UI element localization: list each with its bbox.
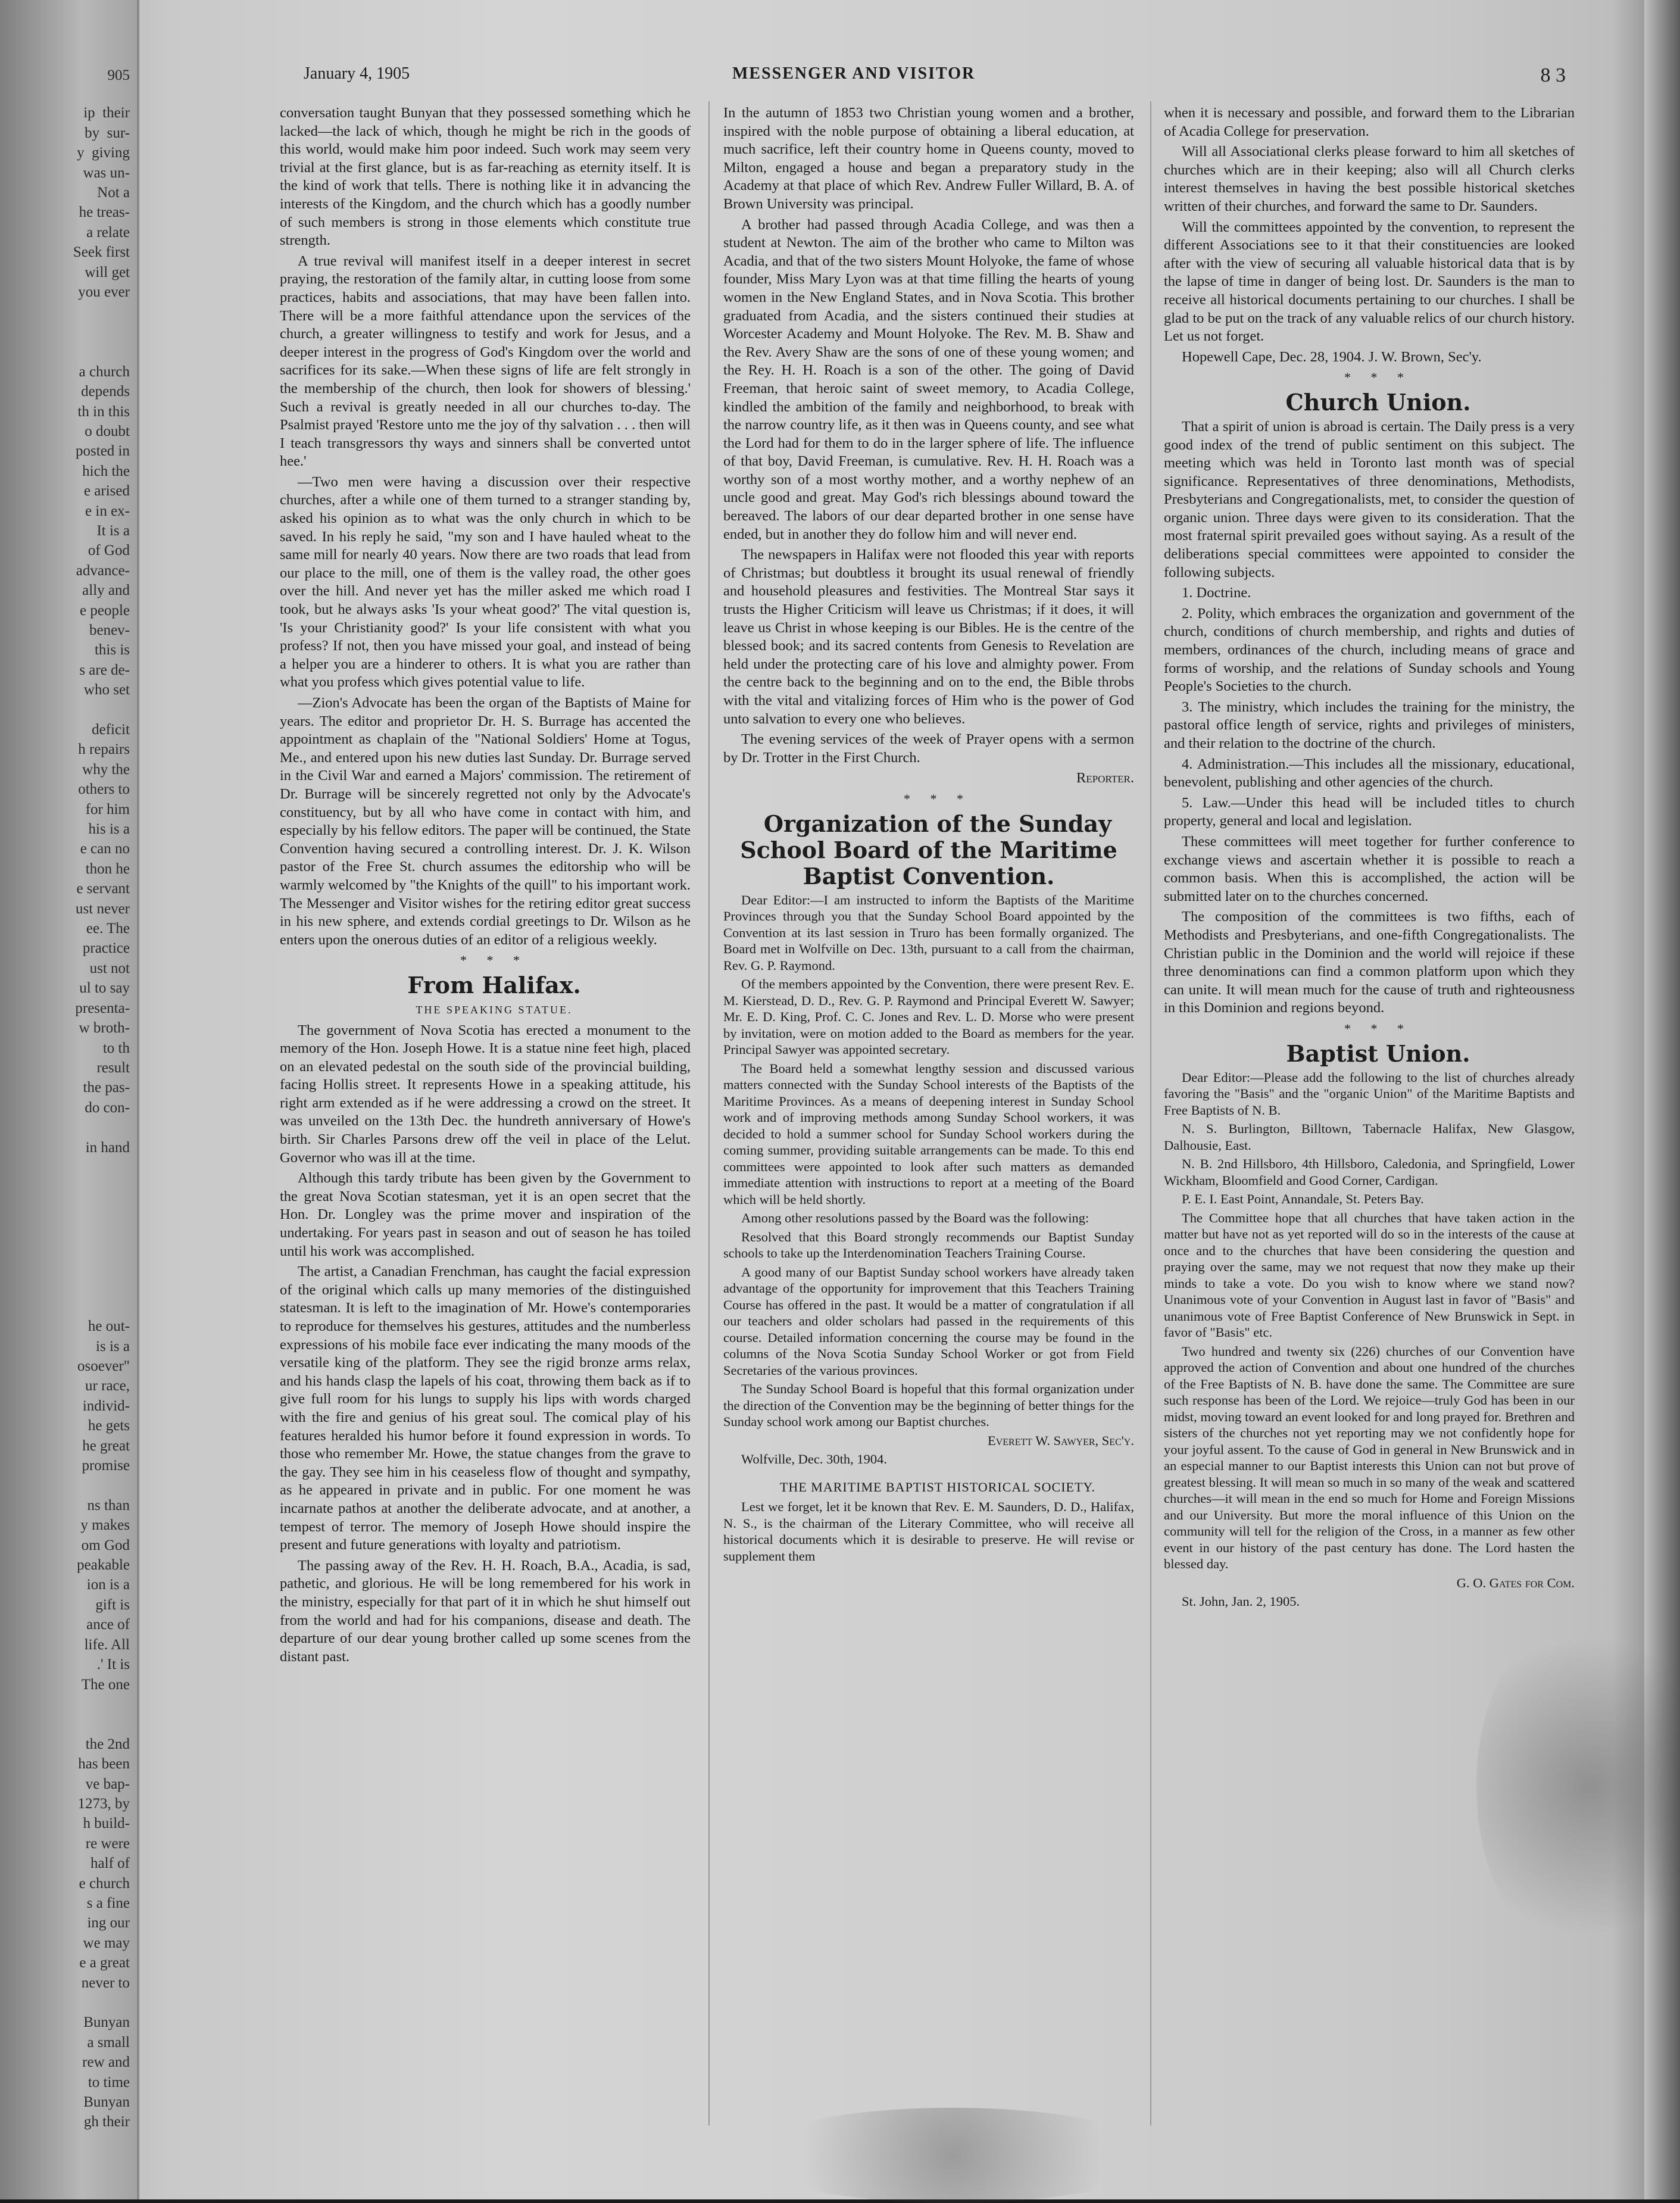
- text-fragment: never to: [81, 1974, 130, 1991]
- paragraph: Although this tardy tribute has been given by the Government to the great Nova Scotian statesman, yet it is an open secret that the Hon. Dr. Longley was the prime mover and inspiration of the undertaking. For years past in season and out of season he has toiled until his work was accomplished.: [280, 1170, 691, 1259]
- text-fragment: posted in: [76, 443, 130, 460]
- text-fragment: Bunyan: [83, 2014, 130, 2031]
- paragraph: Lest we forget, let it be known that Rev. E. M. Saunders, D. D., Halifax, N. S., is the chairman of the Literary Committee, who will receive all historical documents which it is desirable to preserve. He will revise or supplement them: [723, 1499, 1134, 1564]
- paragraph: Resolved that this Board strongly recommends our Baptist Sunday schools to take up the Interdenomination Teachers Training Course.: [723, 1229, 1134, 1261]
- article-subheading: THE SPEAKING STATUE.: [416, 1003, 573, 1016]
- text-fragment: the 2nd: [85, 1736, 130, 1752]
- paragraph: —Two men were having a discussion over their respective churches, after a while one of them turned to a stranger standing by, asked his opinion as to what was the only church in which to be saved. In his reply he said, "my son and I have hauled wheat to the same mill for nearly 40 years. Now there are two roads that lead from our place to the mill, one of them is the valley road, the other goes over the hill. And never yet has the miller asked me which road I took, but he always asks 'Is your wheat good?' The vital question is, 'Is your Christianity good?' Is your life consistent with what you profess? If not, then you have missed your goal, and instead of being a helper you are a hinderer to others. It is what you are rather than what you profess which gives potential value to life.: [280, 473, 691, 691]
- text-fragment: s a fine: [86, 1895, 130, 1911]
- scan-smudge: [744, 2108, 1161, 2203]
- text-fragment: the pas-: [83, 1079, 130, 1096]
- dateline: Wolfville, Dec. 30th, 1904.: [741, 1452, 888, 1467]
- paragraph: N. B. 2nd Hillsboro, 4th Hillsboro, Caledonia, and Springfield, Lower Wickham, Bloomfield and Good Corner, Cardigan.: [1164, 1156, 1575, 1188]
- text-fragment: individ-: [82, 1397, 130, 1414]
- text-fragment: e church: [79, 1875, 130, 1892]
- text-fragment: for him: [85, 801, 130, 817]
- paragraph: That a spirit of union is abroad is certain. The Daily press is a very good index of the trend of public sentiment on this subject. The meeting which was held in Toronto last month was of special significance. Representatives of three denominations, Methodists, Presbyterians and Congregationalists, met, to consider the question of organic union. Three days were given to its consideration. That the most fraternal spirit prevailed goes without saying. As a result of the deliberations special committees were appointed to consider the following subjects.: [1164, 418, 1575, 581]
- text-fragment: ve bap-: [85, 1775, 130, 1792]
- text-fragment: promise: [82, 1458, 130, 1474]
- text-fragment: [0, 1257, 137, 1277]
- paragraph: The evening services of the week of Prayer opens with a sermon by Dr. Trotter in the First Church.: [723, 731, 1134, 766]
- text-fragment: ur race,: [85, 1378, 130, 1394]
- text-fragment: e servant: [76, 881, 130, 897]
- paragraph: conversation taught Bunyan that they possessed something which he lacked—the lack of which, though he might be rich in the goods of this world, would make him poor indeed. Such work may seem very trivial at the first glance, but is as far-reaching as eternity itself. It is the kind of work that tells. There is nothing like it in advancing the interests of the Kingdom, and the church which has a goodly number of such members is strong in those elements which constitute true strength.: [280, 105, 691, 249]
- list-item: 5. Law.—Under this head will be included titles to church property, general and local and legislation.: [1164, 794, 1575, 829]
- text-fragment: ance of: [86, 1617, 130, 1633]
- text-fragment: [0, 1475, 137, 1495]
- text-fragment: a small: [87, 2034, 130, 2051]
- text-fragment: ion is a: [86, 1577, 130, 1593]
- text-fragment: h repairs: [78, 741, 130, 758]
- text-fragment: to th: [102, 1040, 130, 1056]
- text-fragment: [0, 1118, 137, 1137]
- section-separator: * * *: [904, 791, 972, 806]
- text-fragment: he out-: [88, 1318, 130, 1335]
- text-fragment: is is a: [96, 1338, 130, 1355]
- text-fragment: to time: [88, 2074, 130, 2090]
- text-fragment: a church: [79, 363, 130, 380]
- left-page-number: 905: [107, 67, 130, 83]
- text-fragment: [0, 1714, 137, 1734]
- text-fragment: [0, 1217, 137, 1237]
- paragraph: Will all Associational clerks please forward to him all sketches of churches which are in their keeping; also will all Church clerks interest themselves in having the best possible historical sketches written of their churches, and forward the same to Dr. Saunders.: [1164, 143, 1575, 214]
- list-item: 4. Administration.—This includes all the missionary, educational, benevolent, publishing and other agencies of the church.: [1164, 756, 1575, 791]
- signature: G. O. Gates for Com.: [1456, 1575, 1575, 1590]
- paragraph: N. S. Burlington, Billtown, Tabernacle Halifax, New Glasgow, Dalhousie, East.: [1164, 1121, 1575, 1153]
- text-fragment: he great: [82, 1437, 130, 1454]
- text-fragment: ing our: [87, 1915, 130, 1931]
- column-rule: [708, 101, 710, 2126]
- text-fragment: Not a: [97, 185, 130, 201]
- text-fragment: s are de-: [79, 661, 130, 678]
- text-fragment: by sur-: [85, 124, 130, 141]
- paragraph: P. E. I. East Point, Annandale, St. Peters Bay.: [1182, 1191, 1424, 1206]
- paragraph: The government of Nova Scotia has erected a monument to the memory of the Hon. Joseph Howe. It is a statue nine feet high, placed on an elevated pedestal on the south side of the provincial building, facing Hollis street. It represents Howe in a speaking attitude, his right arm extended as if he were addressing a crowd on the street. It was unveiled on the 13th Dec. the hundreth anniversary of Howe's birth. Sir Charles Parsons drew off the veil in place of the Lelut. Governor who was ill at the time.: [280, 1022, 691, 1166]
- article-heading-baptist-union: Baptist Union.: [1286, 1040, 1470, 1067]
- text-fragment: who set: [83, 682, 130, 698]
- article-heading-from-halifax: From Halifax.: [407, 971, 581, 998]
- text-fragment: .' It is: [96, 1656, 130, 1673]
- text-fragment: has been: [78, 1756, 130, 1773]
- adjacent-page-fragment: [0, 0, 139, 2199]
- text-fragment: [0, 1177, 137, 1197]
- column-2: [723, 104, 1134, 2117]
- text-fragment: [0, 342, 137, 361]
- text-fragment: he treas-: [79, 204, 130, 221]
- text-fragment: h build-: [83, 1815, 130, 1832]
- article-heading-sunday-school-board: Organization of the Sunday School Board of the Maritime Baptist Convention.: [740, 810, 1117, 890]
- text-fragment: advance-: [76, 562, 130, 579]
- paragraph: The passing away of the Rev. H. H. Roach, B.A., Acadia, is sad, pathetic, and glorious. He will be long remembered for his work in the ministry, especially for that part of it in which he shut himself out from the world and had for his companions, disease and death. The departure of our dear young brother called up some scenes from the distant past.: [280, 1557, 691, 1665]
- text-fragment: of God: [88, 542, 130, 559]
- text-fragment: 1273, by: [77, 1795, 130, 1812]
- text-fragment: [0, 1277, 137, 1296]
- signature: Reporter.: [1076, 770, 1134, 787]
- paragraph: Dear Editor:—Please add the following to the list of churches already favoring the "Basis" and the "organic Union" of the Maritime Baptists and Free Baptists of N. B.: [1164, 1069, 1575, 1118]
- text-fragment: peakable: [77, 1557, 130, 1574]
- issue-date: January 4, 1905: [304, 64, 410, 83]
- paragraph: when it is necessary and possible, and forward them to the Librarian of Acadia College for preservation.: [1164, 105, 1575, 139]
- text-fragment: rew and: [82, 2054, 130, 2071]
- text-fragment: osoever": [77, 1358, 130, 1374]
- text-fragment: his is a: [88, 821, 130, 838]
- text-fragment: you ever: [78, 284, 130, 301]
- text-fragment: Seek first: [73, 244, 130, 261]
- paragraph: In the autumn of 1853 two Christian young women and a brother, inspired with the noble purpose of obtaining a liberal education, at much sacrifice, left their country home in Queens county, moved to Milton, engaged a house and began a preparatory study in the Academy at that place of which Rev. Andrew Fuller Willard, B. A. of Brown University was principal.: [723, 105, 1134, 212]
- page-number: 8 3: [1540, 64, 1566, 86]
- text-fragment: ip their: [83, 105, 130, 121]
- text-fragment: gh their: [83, 2114, 130, 2130]
- text-fragment: why the: [82, 761, 130, 778]
- text-fragment: thon he: [85, 860, 130, 877]
- paragraph: Dear Editor:—I am instructed to inform the Baptists of the Maritime Provinces through you that the Sunday School Board appointed by the Convention at its last session in Truro has been formally organized. The Board met in Wolfville on Dec. 13th, pursuant to a call from the chairman, Rev. G. P. Raymond.: [723, 892, 1134, 973]
- masthead: MESSENGER AND VISITOR: [732, 64, 976, 83]
- paragraph: The artist, a Canadian Frenchman, has caught the facial expression of the original which calls up many memories of the distinguished statesman. It is left to the imagination of Mr. Howe's contemporaries to reproduce for themselves his gestures, attitudes and the numberless expressions of his mobile face ever indicating the many moods of the versatile king of the platform. They see the rigid bronze arms relax, and his hands clasp the lapels of his coat, throwing them back as if to give full room for his lungs to supply his lips with words charged with the fire and genius of his great soul. The comical play of his features heralded his humor before it found expression in words. To those who remember Mr. Howe, the statue changes from the grave to the gay. They see him in his ceaseless flow of thought and sympathy, as he appeared in private and in public. For one moment he was incarnate pathos at another the deliberate advocate, and at another, a tempest of terror. The memory of Joseph Howe should inspire the present and future generations with loyalty and patriotism.: [280, 1263, 691, 1553]
- text-fragment: [0, 1297, 137, 1316]
- signature: Everett W. Sawyer, Sec'y.: [987, 1433, 1134, 1448]
- section-separator: * * *: [1344, 370, 1412, 385]
- text-fragment: half of: [90, 1855, 130, 1872]
- paragraph: Among other resolutions passed by the Board was the following:: [741, 1210, 1089, 1226]
- text-fragment: om God: [81, 1537, 130, 1553]
- text-fragment: w broth-: [79, 1020, 130, 1037]
- paragraph: These committees will meet together for further conference to exchange views and ascertain whether it is possible to reach a common basis. When this is accomplished, the action will be submitted later on to the churches concerned.: [1164, 833, 1575, 904]
- column-rule: [1150, 101, 1151, 2126]
- text-fragment: re were: [85, 1835, 130, 1852]
- section-separator: * * *: [1344, 1021, 1412, 1036]
- text-fragment: ust not: [89, 960, 130, 976]
- text-fragment: ee. The: [86, 920, 130, 937]
- text-fragment: [0, 700, 137, 720]
- text-fragment: presenta-: [75, 1000, 130, 1016]
- text-fragment: result: [96, 1059, 130, 1076]
- paragraph: A true revival will manifest itself in a deeper interest in secret praying, the restoration of the family altar, in cutting loose from some practices, habits and associations, that may have been fallen into. There will be a more faithful attendance upon the services of the church, a greater willingness to testify and work for Jesus, and a deeper interest in the progress of God's Kingdom over the world and sacrifices for its sake.—When these signs of life are felt strongly in the membership of the church, then look for showers of blessing.' Such a revival is greatly needed in all our churches to-day. The Psalmist prayed 'Restore unto me the joy of thy salvation . . . then will I teach transgressors thy ways and sinners shall be converted untot hee.': [280, 252, 691, 470]
- paragraph: Two hundred and twenty six (226) churches of our Convention have approved the action of Convention and about one hundred of the churches of the Free Baptists of N. B. have done the same. The Committee are sure such response has been of the Lord. We rejoice—truly God has been in our midst, moving toward an event looked for and long prayed for. Brethren and sisters of the churches not yet reporting may we not confidently hope for your joyful assent. To the cause of God in general in New Brunswick and in an especial manner to our Baptist interests this Union can not but prove of greatest blessing. It will mean so much in so many of the weak and scattered churches—it will mean in the end so much for Home and Foreign Missions and our University. But more the moral influence of this Union on the community will tell for the religion of the Cross, in a manner as few other event in our history of the past century has done. The Lord hasten the blessed day.: [1164, 1343, 1575, 1571]
- text-fragment: practice: [82, 940, 130, 957]
- text-fragment: e people: [80, 602, 130, 619]
- text-fragment: It is a: [96, 522, 130, 539]
- text-fragment: others to: [78, 781, 130, 798]
- text-fragment: y makes: [80, 1517, 130, 1534]
- text-fragment: [0, 1237, 137, 1257]
- paragraph: A good many of our Baptist Sunday school workers have already taken advantage of the opportunity for improvement that this Teachers Training Course has offered in the past. It would be a matter of congratulation if all our teachers and older scholars had passed in the requirements of this course. Detailed information concerning the course may be found in the columns of the Nova Scotia Sunday School Worker or got from Field Secretaries of the various provinces.: [723, 1264, 1134, 1378]
- text-fragment: life. All: [84, 1636, 130, 1653]
- left-page-text-fragments: [0, 103, 137, 2132]
- paragraph: Of the members appointed by the Convention, there were present Rev. E. M. Kierstead, D. D., Rev. G. P. Raymond and Principal Everett W. Sawyer; Mr. E. D. King, Prof. C. C. Jones and Rev. L. D. Morse who were present by invitation, were on motion added to the Board as members for the year. Principal Sawyer was appointed secretary.: [723, 976, 1134, 1057]
- text-fragment: Bunyan: [83, 2094, 130, 2111]
- text-fragment: The one: [81, 1676, 130, 1693]
- article-heading-church-union: Church Union.: [1285, 388, 1471, 416]
- text-fragment: [0, 1695, 137, 1714]
- dateline: St. John, Jan. 2, 1905.: [1182, 1594, 1300, 1609]
- text-fragment: [0, 1157, 137, 1177]
- paragraph: A brother had passed through Acadia College, and was then a student at Newton. The aim of the brother who came to Milton was Acadia, and that of the two sisters Mount Holyoke, the fame of whose founder, Miss Mary Lyon was at that time filling the hearts of young women in the New England States, and in Nova Scotia. This brother graduated from Acadia, and the sisters continued their studies at Worcester Academy and Mount Holyoke. The Rev. M. B. Shaw and the Rev. Avery Shaw are the sons of one of these young women; and the Rey. H. H. Roach is a son of the other. The going of David Freeman, that heroic saint of sweet memory, to Acadia College, kindled the ambition of the family and neighborhood, to break with the narrow country life, as it then was in Queens county, and see what the Lord had for them to do in the larger sphere of life. The influence of that boy, David Freeman, is cumulative. Rev. H. H. Roach was a worthy son of a most worthy mother, and a worthy nephew of an uncle good and great. May God's rich blessings abound toward the bereaved. The labors of our dear departed brother in one sense have ended, but in another they do follow him and will never end.: [723, 216, 1134, 542]
- paragraph: The Sunday School Board is hopeful that this formal organization under the direction of the Convention may be the beginning of better things for the Sunday school work among our Baptist churches.: [723, 1381, 1134, 1430]
- text-fragment: th in this: [77, 403, 130, 420]
- text-fragment: in hand: [85, 1139, 130, 1156]
- list-item: 3. The ministry, which includes the training for the ministry, the pastoral office length of service, rights and privileges of ministers, and their relation to the doctrine of the church.: [1164, 698, 1575, 751]
- page-header: [280, 64, 1590, 100]
- text-fragment: y giving: [77, 145, 130, 161]
- text-fragment: [0, 1993, 137, 2012]
- text-fragment: was un-: [83, 164, 130, 181]
- article-heading-historical-society: THE MARITIME BAPTIST HISTORICAL SOCIETY.: [780, 1479, 1095, 1494]
- text-fragment: this is: [94, 642, 130, 659]
- text-fragment: gift is: [95, 1596, 130, 1613]
- text-fragment: ust never: [76, 900, 130, 917]
- text-fragment: hich the: [82, 463, 130, 479]
- paragraph: Will the committees appointed by the convention, to represent the different Associations see to it that their constituencies are looked after with the view of securing all valuable historical data that is by the lapse of time in danger of being lost. Dr. Saunders is the man to receive all historical documents pertaining to our churches. I shall be glad to be put on the track of any valuable relics of our church history. Let us not forget.: [1164, 219, 1575, 345]
- text-fragment: we may: [83, 1934, 130, 1951]
- text-fragment: ns than: [87, 1497, 130, 1514]
- text-fragment: ally and: [82, 582, 130, 599]
- text-fragment: deficit: [92, 722, 130, 738]
- text-fragment: ul to say: [79, 980, 130, 997]
- text-fragment: do con-: [85, 1099, 130, 1116]
- paragraph: The composition of the committees is two fifths, each of Methodists and Presbyterians, and one-fifth Congregationalists. The Christian public in the Dominion and the world will rejoice if these three denominations can find a common platform upon which they can unite. It will mean much for the cause of truth and righteousness in this Dominion and regions beyond.: [1164, 909, 1575, 1016]
- paragraph: The newspapers in Halifax were not flooded this year with reports of Christmas; but doubtless it brought its usual renewal of friendly and household pleasures and festivities. The Montreal Star says it trusts the Higher Criticism will leave us Christmas; if it does, it will leave us Christ in whose keeping is our Bibles. He is the centre of the blessed book; and its sacred contents from Genesis to Revelation are held under the protecting care of his love and almighty power. From the centre back to the beginning and on to the end, the Bible throbs with the vital and vitalizing forces of Him who is the power of God unto salvation to every one who believes.: [723, 547, 1134, 727]
- text-fragment: will get: [85, 264, 130, 280]
- signature: Hopewell Cape, Dec. 28, 1904. J. W. Brown, Sec'y.: [1182, 348, 1482, 365]
- section-separator: * * *: [460, 953, 528, 968]
- text-fragment: [0, 322, 137, 342]
- text-fragment: he gets: [88, 1418, 130, 1434]
- paragraph: —Zion's Advocate has been the organ of the Baptists of Maine for years. The editor and proprietor Dr. H. S. Burrage has accented the appointment as chaplain of the "National Soldiers' Home at Togus, Me., and entered upon his new duties last Sunday. Dr. Burrage served in the Civil War and earned a Majors' commission. The retirement of Dr. Burrage will be sincerely regretted not only by the Advocate's constituency, but by all who have come in contact with him, and especially by his fellow editors. The paper will be continued, the State Convention having secured a controlling interest. Dr. J. K. Wilson pastor of the Free St. church assumes the editorship who will be warmly welcomed by "the Knights of the quill" to his important work. The Messenger and Visitor wishes for the retiring editor great success in his new sphere, and extends cordial greetings to Dr. Wilson as he enters upon the onerous duties of an editor of a religious weekly.: [280, 695, 691, 948]
- text-fragment: e can no: [80, 841, 130, 857]
- list-item: 2. Polity, which embraces the organization and government of the church, conditions of church membership, and rights and duties of members, ordinances of the church, including means of grace and forms of worship, and the relations of Sunday schools and Young People's Societies to the church.: [1164, 605, 1575, 695]
- text-fragment: a relate: [86, 224, 130, 241]
- text-fragment: [0, 1197, 137, 1217]
- list-item: 1. Doctrine.: [1182, 585, 1251, 601]
- text-fragment: depends: [81, 383, 130, 400]
- text-fragment: e arised: [83, 483, 130, 500]
- text-fragment: benev-: [89, 622, 130, 638]
- paragraph: The Committee hope that all churches that have taken action in the matter but have not as yet reported will do so in the interests of the cause at once and to the churches that have been considering the question and praying over the same, may we not request that now they make up their minds to take a vote. Do you wish to know where we stand now? Unanimous vote of your Convention in August last in favor of "Basis" and unanimous vote of Free Baptist Conference of New Brunswick in Sept. in favor of "Basis" etc.: [1164, 1210, 1575, 1340]
- paragraph: The Board held a somewhat lengthy session and discussed various matters connected with the Sunday School interests of the Baptists of the Maritime Provinces. As a means of deepening interest in Sunday School work and of improving methods among Sunday School workers, it was decided to hold a summer school for Sunday School workers during the coming summer, providing suitable arrangements can be made. To this end committees were appointed to look after such matters as demanded immediate attention with instructions to report at a meeting of the Board which will be held shortly.: [723, 1060, 1134, 1207]
- column-1: [280, 104, 691, 2117]
- text-fragment: e in ex-: [85, 503, 130, 519]
- text-fragment: [0, 302, 137, 322]
- text-fragment: e a great: [79, 1955, 130, 1971]
- text-fragment: o doubt: [85, 423, 130, 439]
